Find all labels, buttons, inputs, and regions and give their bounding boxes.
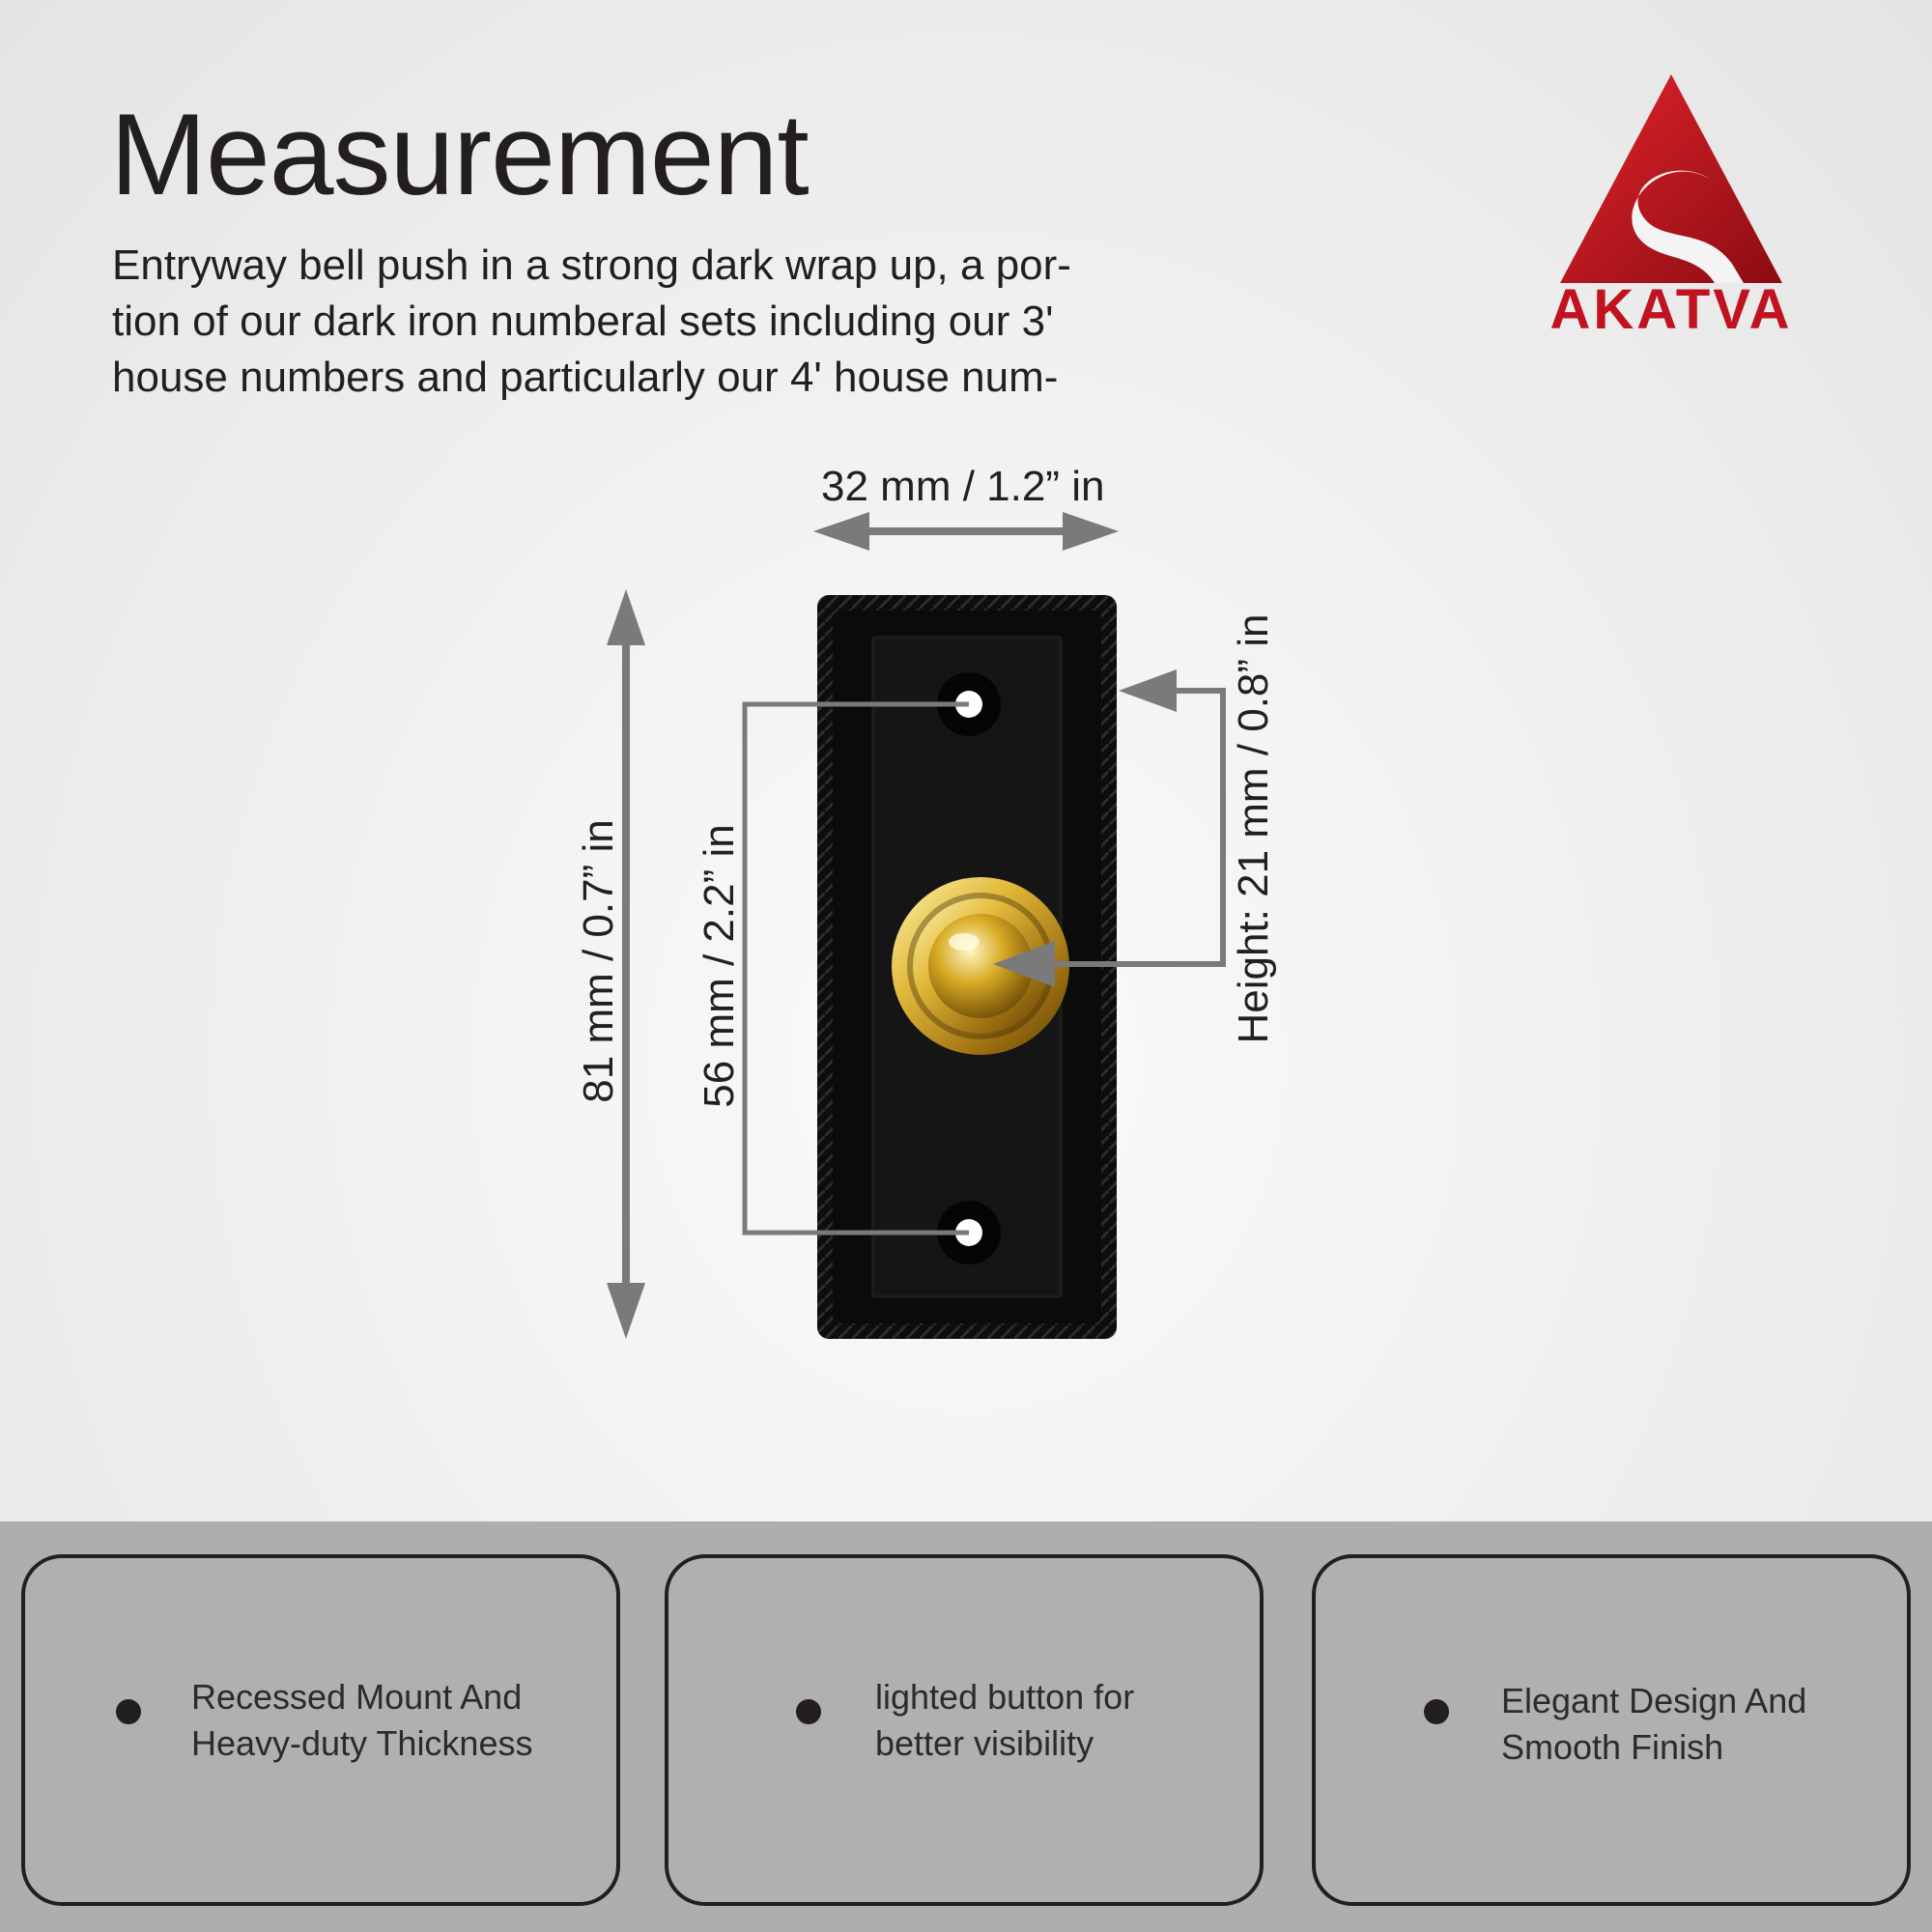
width-dimension-label: 32 mm / 1.2” in — [821, 463, 1105, 510]
page-title: Measurement — [110, 90, 809, 219]
feature-card-recessed-mount — [21, 1554, 620, 1906]
bullet-icon — [1424, 1699, 1449, 1724]
features-band — [0, 1521, 1932, 1932]
depth-dimension-label: Height: 21 mm / 0.8” in — [1230, 613, 1277, 1044]
feature-line: Heavy-duty Thickness — [191, 1723, 533, 1763]
feature-line: lighted button for — [875, 1677, 1135, 1717]
description-line: tion of our dark iron numberal sets including our 3' — [112, 298, 1054, 345]
bullet-icon — [796, 1699, 821, 1724]
feature-card-lighted-button — [665, 1554, 1264, 1906]
hole-spacing-dimension-label: 56 mm / 2.2” in — [696, 824, 743, 1108]
feature-text — [875, 1674, 1134, 1767]
feature-line: Smooth Finish — [1501, 1727, 1724, 1767]
bullet-icon — [116, 1699, 141, 1724]
feature-text — [1501, 1678, 1806, 1771]
feature-line: Elegant Design And — [1501, 1681, 1807, 1720]
total-height-dimension-label: 81 mm / 0.7” in — [575, 819, 622, 1103]
feature-card-elegant-design — [1312, 1554, 1911, 1906]
description-line: house numbers and particularly our 4' house num- — [112, 354, 1059, 401]
feature-line: Recessed Mount And — [191, 1677, 523, 1717]
brand-name: AKATVA — [1549, 278, 1793, 341]
width-arrow — [813, 512, 1119, 551]
feature-line: better visibility — [875, 1723, 1094, 1763]
description-line: Entryway bell push in a strong dark wrap up, a por- — [112, 242, 1071, 289]
feature-text — [191, 1674, 532, 1767]
